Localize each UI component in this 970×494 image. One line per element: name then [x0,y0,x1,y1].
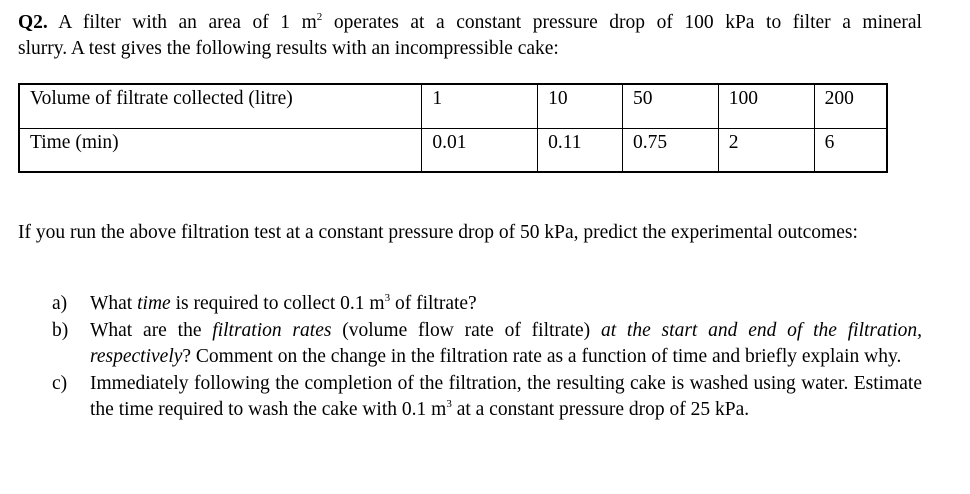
table-cell: 0.11 [538,128,623,172]
row-header-volume: Volume of filtrate collected (litre) [19,84,422,128]
item-label: b) [52,319,69,341]
results-table [18,83,888,173]
table-cell: 50 [622,84,718,128]
table-cell: 1 [422,84,538,128]
table-cell: 0.75 [622,128,718,172]
sub-question-list [52,291,922,424]
table-cell: 10 [538,84,623,128]
table-row [19,84,887,128]
item-label: c) [52,372,68,394]
table-cell: 2 [718,128,814,172]
sub-question-b: b) What are the filtration rates (volume flow rate of filtrate) at the start and end of the filtration, respectively? Comment on the change in the filtration rate as a function of time and briefly explain why. [52,319,922,367]
table-cell: 100 [718,84,814,128]
table-cell: 0.01 [422,128,538,172]
table-row [19,128,887,172]
intro-line-1: Q2. A filter with an area of 1 $m^2$ operates at a constant pressure drop of 100 kPa to filter a mineral [18,10,922,33]
intro-line-2: slurry. A test gives the following results with an incompressible cake: [18,38,559,59]
sub-question-a: a) What time is required to collect 0.1 $m^3$ of filtrate? [52,291,922,318]
item-label: a) [52,293,68,314]
question-intro [18,10,922,62]
instruction-paragraph: If you run the above filtration test at a constant pressure drop of 50 kPa, predict the experimental outcomes: [18,222,858,243]
question-number: Q2. [18,12,48,33]
sub-question-c: c) Immediately following the completion of the filtration, the resulting cake is washed using water. Estimate the time required to wash the cake with 0.1 $m^3$ at a constant pressure drop of 25 kPa. [52,372,922,420]
row-header-time: Time (min) [19,128,422,172]
table-cell: 200 [814,84,887,128]
table-cell: 6 [814,128,887,172]
